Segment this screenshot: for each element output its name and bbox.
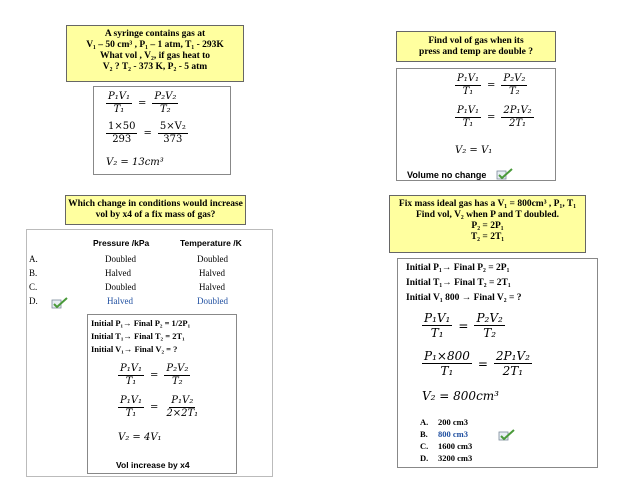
frac-numerator: P₁V₁ bbox=[120, 395, 142, 406]
panel4-title-line: Find vol, V₂ when P and T doubled. bbox=[415, 210, 560, 220]
frac-denominator: T₁ bbox=[462, 86, 474, 97]
panel2-title-line: press and temp are double ? bbox=[419, 47, 533, 57]
panel4-equation-3: V₂ = 800cm³ bbox=[422, 389, 499, 403]
panel4-title-line: P₂ = 2P₁ bbox=[471, 221, 504, 231]
panel3-equation-3: V₂ = 4V₁ bbox=[118, 432, 162, 443]
option-temperature-correct: Doubled bbox=[197, 296, 228, 306]
frac-numerator: P₁V₁ bbox=[457, 73, 479, 84]
frac-numerator: P₁V₂ bbox=[171, 395, 194, 406]
option-value: 1600 cm3 bbox=[438, 441, 473, 451]
panel4-title-line: T₂ = 2T₁ bbox=[470, 232, 505, 242]
working-line: Initial V₁ 800 → Final V₂ = ? bbox=[406, 293, 522, 303]
frac-denominator: T₂ bbox=[172, 376, 183, 387]
frac-numerator: P₂V₂ bbox=[154, 91, 177, 102]
frac-numerator: P₂V₂ bbox=[166, 363, 189, 374]
option-temperature: Halved bbox=[199, 282, 225, 292]
panel1-title-line: What vol , V₂, if gas heat to bbox=[99, 51, 211, 61]
option-pressure-correct: Halved bbox=[107, 296, 133, 306]
panel2-result bbox=[407, 165, 514, 184]
option-temperature: Halved bbox=[199, 268, 225, 278]
panel3-title-line: vol by x4 of a fix mass of gas? bbox=[95, 210, 216, 220]
frac-numerator: P₂V₂ bbox=[476, 311, 503, 325]
frac-denominator: 2T₁ bbox=[502, 364, 524, 378]
option-letter: B. bbox=[29, 268, 38, 278]
frac-denominator: 2T₁ bbox=[509, 118, 527, 129]
column-header-temperature: Temperature /K bbox=[180, 238, 242, 248]
working-line: Initial T₁→ Final T₂ = 2T₁ bbox=[91, 331, 185, 341]
working-line: Initial V₁→ Final V₂ = ? bbox=[91, 344, 178, 354]
panel2-title-line: Find vol of gas when its bbox=[428, 36, 524, 46]
panel1-equation-box bbox=[93, 86, 231, 175]
column-header-pressure: Pressure /kPa bbox=[93, 238, 150, 248]
panel3-equation-2: $\frac{\text{P₁V₁}}{\text{T₁}}$ = $\frac{\text{P₁V₂}}{\text{2×2T₁}}$ bbox=[120, 395, 199, 419]
frac-denominator: 2×2T₁ bbox=[166, 408, 199, 419]
panel4-equation-1: $\frac{\text{P₁V₁}}{\text{T₁}}$ = $\frac{\text{P₂V₂}}{\text{T₂}}$ bbox=[424, 311, 503, 340]
panel2-title-box bbox=[396, 31, 556, 62]
frac-numerator: 1×50 bbox=[108, 121, 136, 132]
panel1-equation-1: $\frac{\text{P₁V₁}}{\text{T₁}}$ = $\frac{\text{P₂V₂}}{\text{T₂}}$ bbox=[108, 91, 177, 115]
frac-denominator: T₂ bbox=[483, 326, 497, 340]
panel1-title-line: A syringe contains gas at bbox=[104, 29, 206, 39]
panel2-equation-1: $\frac{\text{P₁V₁}}{\text{T₁}}$ = $\frac{\text{P₂V₂}}{\text{T₂}}$ bbox=[457, 73, 526, 97]
frac-denominator: T₂ bbox=[160, 104, 171, 115]
option-letter: D. bbox=[29, 296, 38, 306]
panel3-question-box bbox=[26, 229, 273, 477]
panel1-title-box bbox=[66, 25, 244, 82]
panel1-equation-2: $\frac{1\times 50}{293}$ = $\frac{\text{5×V₂}}{373}$ bbox=[108, 121, 186, 145]
panel4-working-box bbox=[397, 258, 598, 468]
checkmark-icon bbox=[51, 294, 69, 313]
option-letter: D. bbox=[420, 453, 429, 463]
panel3-title-box bbox=[65, 195, 246, 225]
option-letter: B. bbox=[420, 429, 428, 439]
frac-denominator: T₁ bbox=[462, 118, 474, 129]
panel4-equation-2: $\frac{\text{P₁×800}}{\text{T₁}}$ = $\frac{\text{2P₁V₂}}{\text{2T₁}}$ bbox=[424, 349, 530, 378]
panel3-title-line: Which change in conditions would increase bbox=[68, 199, 243, 209]
panel3-working-box bbox=[87, 314, 237, 474]
frac-denominator: 293 bbox=[112, 134, 132, 145]
panel3-result: Vol increase by x4 bbox=[116, 460, 190, 470]
option-pressure: Doubled bbox=[105, 254, 136, 264]
option-value-correct: 800 cm3 bbox=[438, 429, 468, 439]
panel4-title-line: Fix mass ideal gas has a V₁ = 800cm³ , P₁, T₁ bbox=[398, 199, 577, 209]
frac-denominator: T₁ bbox=[125, 376, 137, 387]
option-pressure: Halved bbox=[105, 268, 131, 278]
working-line: Initial P₁→ Final P₂ = 1/2P₁ bbox=[91, 318, 191, 328]
option-temperature: Doubled bbox=[197, 254, 228, 264]
frac-denominator: T₁ bbox=[430, 326, 444, 340]
panel4-title-box bbox=[389, 195, 586, 253]
working-line: Initial P₁→ Final P₂ = 2P₁ bbox=[406, 263, 510, 273]
option-letter: A. bbox=[420, 417, 429, 427]
frac-denominator: T₁ bbox=[113, 104, 125, 115]
panel1-title-line: V₂ ? T₂ - 373 K, P₂ - 5 atm bbox=[102, 62, 208, 72]
frac-numerator: P₁V₁ bbox=[424, 311, 451, 325]
frac-numerator: 2P₁V₂ bbox=[495, 349, 530, 363]
frac-numerator: P₁V₁ bbox=[120, 363, 142, 374]
panel2-equation-3: V₂ = V₁ bbox=[455, 145, 493, 156]
panel2-equation-2: $\frac{\text{P₁V₁}}{\text{T₁}}$ = $\frac{\text{2P₁V₂}}{\text{2T₁}}$ bbox=[457, 105, 532, 129]
frac-numerator: P₁V₁ bbox=[457, 105, 479, 116]
frac-denominator: 373 bbox=[163, 134, 183, 145]
option-value: 3200 cm3 bbox=[438, 453, 473, 463]
panel3-equation-1: $\frac{\text{P₁V₁}}{\text{T₁}}$ = $\frac{\text{P₂V₂}}{\text{T₂}}$ bbox=[120, 363, 189, 387]
option-pressure: Doubled bbox=[105, 282, 136, 292]
frac-denominator: T₂ bbox=[509, 86, 520, 97]
frac-denominator: T₁ bbox=[125, 408, 137, 419]
frac-numerator: 5×V₂ bbox=[159, 121, 186, 132]
panel1-title-line: V₁ – 50 cm³ , P₁ – 1 atm, T₁ - 293K bbox=[86, 40, 224, 50]
frac-numerator: P₁V₁ bbox=[108, 91, 130, 102]
frac-numerator: P₂V₂ bbox=[503, 73, 526, 84]
working-line: Initial T₁→ Final T₂ = 2T₁ bbox=[406, 278, 511, 288]
panel2-result-text: Volume no change bbox=[407, 169, 487, 180]
panel1-equation-3: V₂ = 13cm³ bbox=[106, 157, 164, 168]
option-letter: C. bbox=[29, 282, 38, 292]
checkmark-icon bbox=[498, 426, 516, 445]
option-value: 200 cm3 bbox=[438, 417, 468, 427]
option-letter: A. bbox=[29, 254, 38, 264]
checkmark-icon bbox=[496, 165, 514, 184]
panel2-equation-box bbox=[396, 68, 556, 181]
option-letter: C. bbox=[420, 441, 429, 451]
frac-numerator: 2P₁V₂ bbox=[503, 105, 532, 116]
frac-numerator: P₁×800 bbox=[424, 349, 470, 363]
frac-denominator: T₁ bbox=[440, 364, 454, 378]
